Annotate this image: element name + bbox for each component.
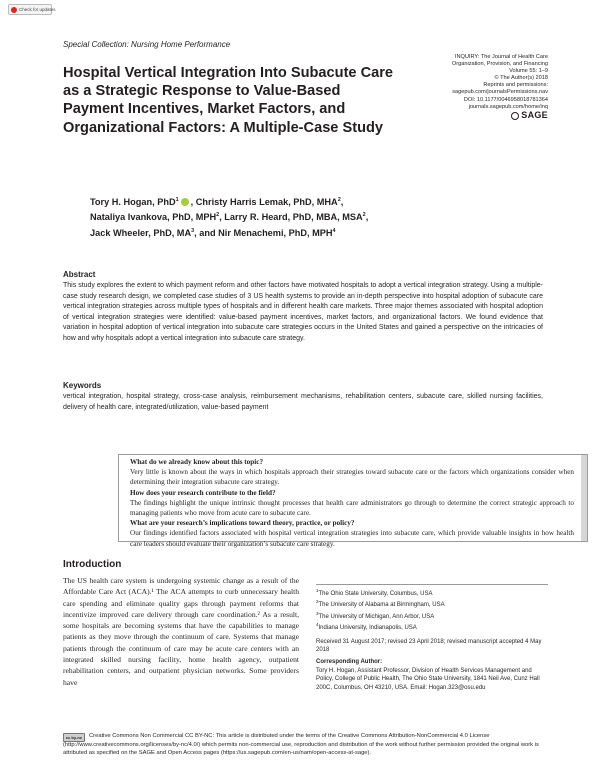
box-question: What do we already know about this topic? <box>130 458 264 466</box>
affiliation-sup: 2 <box>216 212 220 219</box>
sage-icon <box>511 112 519 120</box>
affiliation-item: $^2$The University of Alabama at Birmingham, USA <box>316 599 445 609</box>
article-notes <box>316 587 548 692</box>
journal-line: Organization, Provision, and Financing <box>451 61 548 68</box>
affiliation-sup: 4 <box>332 227 336 234</box>
abstract-heading: Abstract <box>63 270 96 279</box>
journal-line: © The Author(s) 2018 <box>494 75 548 82</box>
cc-license-icon[interactable]: cc by-nc <box>63 733 85 742</box>
affiliation-sup: 2 <box>337 197 341 203</box>
affiliation-item: $^4$Indiana University, Indianapolis, USA <box>316 622 417 632</box>
article-title: Hospital Vertical Integration Into Subacute Care as a Strategic Response to Value-Based Payment Incentives, Market Factors, and Organizational Factors: A Multiple-Case Study <box>63 65 394 136</box>
author-name: Nataliya Ivankova, PhD, MPH <box>90 212 217 223</box>
check-for-updates-badge[interactable] <box>8 4 56 15</box>
keywords-text: vertical integration, hospital strategy, cross-case analysis, reimbursement mechanisms, rehabilitation centers, subacute care, skilled nursing facilities, delivery of health care, integrated/utilization, value-based payment <box>63 393 543 411</box>
key-points-box <box>118 454 588 548</box>
author-list <box>90 194 490 240</box>
affiliation-sup: 2 <box>362 212 366 219</box>
author-name: , and Nir Menachemi, PhD, MPH <box>194 227 333 238</box>
corresponding-text[interactable]: Tory H. Hogan, Assistant Professor, Division of Health Services Management and Policy, College of Public Health, The Ohio State University, 1841 Neil Ave, Cunz Hall 200C, Columbus, OH 43210, USA. Email: Hogan.323@osu.edu <box>316 667 540 691</box>
box-question: How does your research contribute to the field? <box>130 488 276 497</box>
badge-label: Check for updates <box>19 7 56 12</box>
affiliation-sup: 3 <box>191 227 195 234</box>
license-text: Creative Commons Non Commercial CC BY-NC: This article is distributed under the terms of the Creative Commons Attribution-NonCommercial 4.0 License (http://www.creativecommons.org/licenses/by-nc/4.0/) which permits non-commercial use, reproduction and distribution of the work without further permission provided the original work is attributed as specified on the SAGE and Open Access pages (https://us.sagepub.com/en-us/nam/open-access-at-sage). <box>63 733 539 757</box>
box-side-bar <box>581 455 587 541</box>
journal-line: Volume 55: 1–9 <box>509 68 548 75</box>
publisher-name: SAGE <box>521 110 548 121</box>
update-icon <box>11 7 17 13</box>
box-answer: The findings highlight the unique intrinsic thought processes that health care administrators go through to determine the correct strategic approach to managing patients who move from acute care to subacute care. <box>130 498 574 518</box>
introduction-heading: Introduction <box>63 559 122 570</box>
sage-logo <box>511 112 548 120</box>
journal-line: sagepub.com/journalsPermissions.nav <box>452 89 548 96</box>
separator: , <box>365 212 369 223</box>
author-name: , Christy Harris Lemak, PhD, MHA <box>190 197 338 208</box>
journal-line[interactable]: journals.sagepub.com/home/inq <box>468 103 548 110</box>
corresponding-heading: Corresponding Author: <box>316 659 383 666</box>
keywords-heading: Keywords <box>63 381 102 390</box>
abstract-text: This study explores the extent to which payment reform and other factors have motivated hospitals to adopt a vertical integration strategy. Using a multiple-case study research design, we completed case studies of 3 US health systems to provide an in-depth perspective into hospital adoption of subacute care vertical integration strategies across multiple types of hospitals and in different health care markets. Three major themes associated with hospital adoption of vertical integration strategies were identified: value-based payment incentives, market factors, and organizational factors. We found evidence that variation in hospital adoption of vertical integration into subacute care strategies occurs in the United States and gained a perspective on the intricacies of how and why hospitals adopt a vertical integration into subacute care strategy. <box>63 282 543 342</box>
journal-info <box>398 54 548 123</box>
journal-line: DOI: 10.1177/0046958018781364 <box>463 96 548 103</box>
received-dates: Received 31 August 2017; revised 23 April 2018; revised manuscript accepted 4 May 2018 <box>316 638 542 654</box>
author-name: , Larry R. Heard, PhD, MBA, MSA <box>219 212 363 223</box>
box-answer: Our findings identified factors associated with hospital vertical integration strategies into subacute care, which provide valuable insights in how health care leaders should evaluate their organization’s subacute care strategy. <box>130 529 574 548</box>
box-answer: Very little is known about the ways in which hospitals approach their strategies toward subacute care or the factors which organizations consider when determining their integration subacute care strategy. <box>130 468 574 487</box>
separator: , <box>340 197 344 208</box>
author-name: Jack Wheeler, PhD, MA <box>90 227 192 238</box>
journal-line: INQUIRY: The Journal of Health Care <box>454 54 548 60</box>
author-name: Tory H. Hogan, PhD <box>90 197 176 208</box>
affiliation-sup: 1 <box>175 197 179 203</box>
orcid-icon[interactable] <box>181 198 189 206</box>
journal-line: Reprints and permissions: <box>483 82 548 89</box>
box-question: What are your research’s implications toward theory, practice, or policy? <box>130 519 355 528</box>
collection-label: Special Collection: Nursing Home Performance <box>63 40 231 49</box>
introduction-text: The US health care system is undergoing systemic change as a result of the Affordable Care Act (ACA).¹ The ACA attempts to curb unnecessary health care spending and eliminate quality gaps through payment reforms that incentivize improved care delivery through care coordination.² As a result, some hospitals are becoming systems that have the capabilities to manage patients as they move through the continuum of care. Systems that manage patients through the continuum of care may be acute care centers with an integrated skilled nursing facility, home health agency, outpatient rehabilitation centers, and outpatient physician networks. Some providers have <box>63 576 299 687</box>
affiliation-item: $^1$The Ohio State University, Columbus, USA <box>316 588 433 597</box>
affiliation-item: $^3$The University of Michigan, Ann Arbor, USA <box>316 610 435 620</box>
divider <box>316 584 548 585</box>
